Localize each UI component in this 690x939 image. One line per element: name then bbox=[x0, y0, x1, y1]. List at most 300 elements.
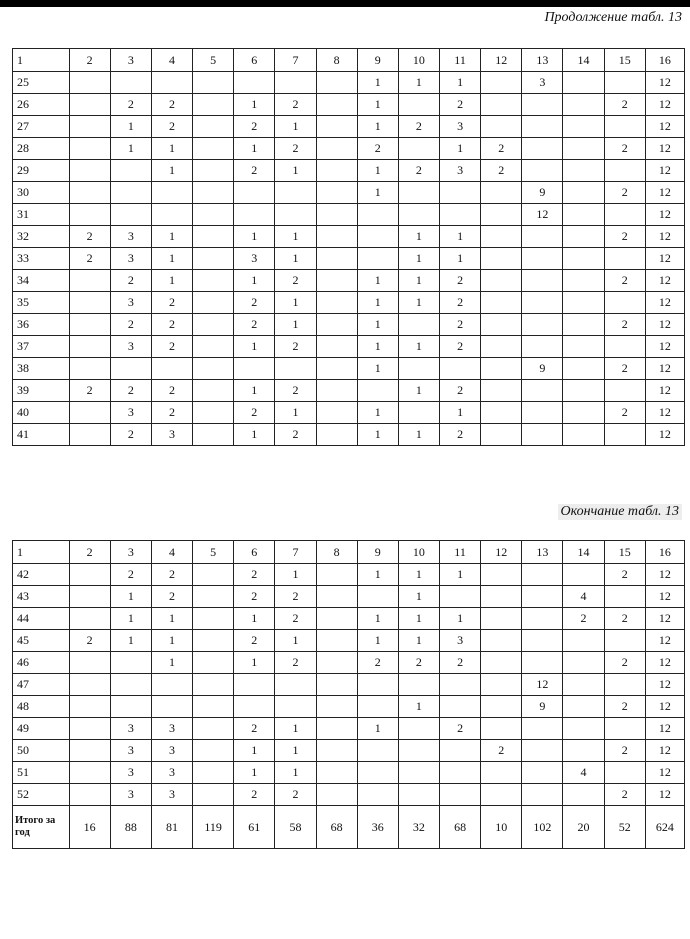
table-cell bbox=[481, 182, 522, 204]
table-cell: 2 bbox=[69, 630, 110, 652]
table-cell: 1 bbox=[357, 270, 398, 292]
table-cell: 2 bbox=[234, 586, 275, 608]
table-cell bbox=[193, 718, 234, 740]
table-cell bbox=[522, 402, 563, 424]
table-cell bbox=[316, 204, 357, 226]
table-cell bbox=[69, 336, 110, 358]
table-cell: 1 bbox=[440, 248, 481, 270]
table-cell bbox=[563, 740, 604, 762]
table-cell: 2 bbox=[275, 270, 316, 292]
table-cell: 1 bbox=[234, 740, 275, 762]
table-cell bbox=[193, 424, 234, 446]
table-cell: 3 bbox=[151, 718, 192, 740]
table-cell bbox=[316, 762, 357, 784]
table-cell bbox=[316, 336, 357, 358]
table-cell bbox=[316, 314, 357, 336]
table-cell bbox=[440, 182, 481, 204]
table-cell bbox=[440, 586, 481, 608]
table-cell bbox=[563, 784, 604, 806]
table-cell: 1 bbox=[151, 226, 192, 248]
column-header: 6 bbox=[234, 49, 275, 72]
table-cell bbox=[481, 94, 522, 116]
table-cell: 1 bbox=[440, 402, 481, 424]
table-cell: 1 bbox=[357, 292, 398, 314]
table-cell bbox=[604, 116, 645, 138]
table-cell: 1 bbox=[357, 116, 398, 138]
table-cell bbox=[69, 182, 110, 204]
table-cell: 1 bbox=[151, 270, 192, 292]
table-cell bbox=[316, 652, 357, 674]
table-cell: 1 bbox=[398, 424, 439, 446]
table-cell: 1 bbox=[275, 116, 316, 138]
table-cell bbox=[481, 762, 522, 784]
table-cell bbox=[398, 762, 439, 784]
row-number-cell: 32 bbox=[13, 226, 70, 248]
table-cell bbox=[357, 204, 398, 226]
table-cell bbox=[522, 314, 563, 336]
table-cell: 1 bbox=[110, 586, 151, 608]
table-cell: 1 bbox=[151, 160, 192, 182]
table-cell: 2 bbox=[398, 116, 439, 138]
total-cell: 81 bbox=[151, 806, 192, 849]
table-cell: 1 bbox=[275, 718, 316, 740]
table-cell: 1 bbox=[151, 652, 192, 674]
table-cell bbox=[69, 652, 110, 674]
table-cell: 2 bbox=[357, 138, 398, 160]
table-cell: 2 bbox=[234, 314, 275, 336]
table-cell bbox=[398, 718, 439, 740]
table-cell bbox=[481, 116, 522, 138]
table-cell bbox=[316, 94, 357, 116]
table-cell: 1 bbox=[275, 248, 316, 270]
header-row bbox=[13, 49, 685, 72]
table-cell bbox=[398, 204, 439, 226]
table-cell bbox=[316, 160, 357, 182]
table-cell: 12 bbox=[522, 674, 563, 696]
table-cell bbox=[69, 270, 110, 292]
table-cell bbox=[316, 292, 357, 314]
table-cell: 1 bbox=[234, 336, 275, 358]
table-cell: 2 bbox=[275, 784, 316, 806]
table-cell bbox=[234, 182, 275, 204]
table-cell: 2 bbox=[440, 380, 481, 402]
table-cell: 2 bbox=[604, 784, 645, 806]
table-cell bbox=[522, 608, 563, 630]
table-row bbox=[13, 652, 685, 674]
table-cell: 2 bbox=[151, 402, 192, 424]
total-cell: 68 bbox=[316, 806, 357, 849]
table-cell bbox=[563, 380, 604, 402]
table-cell bbox=[110, 160, 151, 182]
table-cell: 2 bbox=[234, 292, 275, 314]
table-cell bbox=[193, 292, 234, 314]
table-cell bbox=[193, 226, 234, 248]
table-cell: 4 bbox=[563, 762, 604, 784]
table-cell bbox=[440, 784, 481, 806]
table-cell bbox=[110, 674, 151, 696]
table-cell: 1 bbox=[234, 94, 275, 116]
table-cell: 2 bbox=[604, 652, 645, 674]
table-cell: 1 bbox=[357, 424, 398, 446]
column-header: 12 bbox=[481, 541, 522, 564]
table-cell: 2 bbox=[275, 424, 316, 446]
table-cell: 1 bbox=[398, 248, 439, 270]
table-cell: 2 bbox=[440, 718, 481, 740]
table-cell bbox=[604, 72, 645, 94]
table-cell: 12 bbox=[645, 674, 684, 696]
table-cell: 1 bbox=[234, 138, 275, 160]
table-cell: 3 bbox=[440, 630, 481, 652]
table-cell bbox=[193, 116, 234, 138]
table-cell bbox=[193, 94, 234, 116]
table-cell bbox=[481, 72, 522, 94]
table-cell: 2 bbox=[234, 160, 275, 182]
column-header: 3 bbox=[110, 49, 151, 72]
row-number-cell: 34 bbox=[13, 270, 70, 292]
table-cell: 2 bbox=[69, 226, 110, 248]
table-cell bbox=[522, 116, 563, 138]
table-cell bbox=[234, 72, 275, 94]
table-cell: 2 bbox=[151, 116, 192, 138]
table-cell bbox=[316, 226, 357, 248]
table-cell bbox=[110, 696, 151, 718]
table-cell bbox=[357, 248, 398, 270]
table-cell bbox=[604, 336, 645, 358]
table-cell bbox=[193, 740, 234, 762]
table-cell: 2 bbox=[151, 586, 192, 608]
table-row bbox=[13, 248, 685, 270]
table-cell: 3 bbox=[440, 116, 481, 138]
column-header: 13 bbox=[522, 541, 563, 564]
table-cell: 1 bbox=[234, 652, 275, 674]
table-cell: 12 bbox=[645, 402, 684, 424]
table-cell bbox=[604, 424, 645, 446]
table-cell bbox=[481, 784, 522, 806]
table-cell: 12 bbox=[645, 652, 684, 674]
table-cell bbox=[563, 248, 604, 270]
table-cell: 3 bbox=[110, 226, 151, 248]
table-cell bbox=[481, 696, 522, 718]
column-header: 7 bbox=[275, 541, 316, 564]
table-row bbox=[13, 762, 685, 784]
total-cell: 88 bbox=[110, 806, 151, 849]
table-cell bbox=[481, 564, 522, 586]
table-cell: 1 bbox=[275, 762, 316, 784]
table-cell bbox=[522, 336, 563, 358]
total-cell: 32 bbox=[398, 806, 439, 849]
table-cell: 2 bbox=[234, 564, 275, 586]
table-cell: 3 bbox=[110, 784, 151, 806]
column-header: 10 bbox=[398, 541, 439, 564]
table-row bbox=[13, 564, 685, 586]
table-cell bbox=[193, 674, 234, 696]
table-row bbox=[13, 72, 685, 94]
table-cell bbox=[275, 696, 316, 718]
table-cell bbox=[522, 740, 563, 762]
table-cell: 2 bbox=[275, 608, 316, 630]
total-cell: 36 bbox=[357, 806, 398, 849]
table-cell bbox=[69, 424, 110, 446]
table-cell bbox=[316, 424, 357, 446]
table-cell: 1 bbox=[234, 608, 275, 630]
table-cell: 1 bbox=[234, 226, 275, 248]
table-cell bbox=[398, 94, 439, 116]
table-cell bbox=[440, 674, 481, 696]
table-cell: 1 bbox=[275, 402, 316, 424]
table-cell bbox=[481, 292, 522, 314]
table-cell: 1 bbox=[151, 138, 192, 160]
table-cell bbox=[481, 248, 522, 270]
table-cell bbox=[604, 630, 645, 652]
table-cell: 12 bbox=[645, 116, 684, 138]
table-cell: 3 bbox=[110, 336, 151, 358]
table-cell: 2 bbox=[604, 182, 645, 204]
column-header: 2 bbox=[69, 541, 110, 564]
total-label: Итого за год bbox=[13, 806, 70, 849]
table-cell bbox=[522, 784, 563, 806]
table-cell bbox=[563, 270, 604, 292]
table-row bbox=[13, 116, 685, 138]
table-ending bbox=[12, 540, 685, 849]
table-cell bbox=[316, 696, 357, 718]
table-cell: 12 bbox=[645, 292, 684, 314]
table-cell: 2 bbox=[69, 380, 110, 402]
table-cell: 2 bbox=[604, 696, 645, 718]
table-cell: 2 bbox=[357, 652, 398, 674]
table-cell bbox=[193, 380, 234, 402]
table-cell bbox=[563, 564, 604, 586]
table-cell: 3 bbox=[234, 248, 275, 270]
table-cell: 2 bbox=[151, 380, 192, 402]
table-cell bbox=[110, 182, 151, 204]
table-row bbox=[13, 674, 685, 696]
table-row bbox=[13, 696, 685, 718]
table-cell bbox=[316, 740, 357, 762]
header-row bbox=[13, 541, 685, 564]
table-cell bbox=[316, 564, 357, 586]
table-caption-continuation: Продолжение табл. 13 bbox=[544, 10, 682, 25]
column-header: 5 bbox=[193, 541, 234, 564]
table-cell: 1 bbox=[110, 116, 151, 138]
table-cell bbox=[522, 762, 563, 784]
table-cell bbox=[275, 72, 316, 94]
table-cell: 12 bbox=[645, 336, 684, 358]
table-cell bbox=[563, 160, 604, 182]
table-cell bbox=[275, 204, 316, 226]
table-cell: 12 bbox=[645, 380, 684, 402]
row-number-cell: 26 bbox=[13, 94, 70, 116]
row-number-cell: 52 bbox=[13, 784, 70, 806]
table-cell: 3 bbox=[110, 248, 151, 270]
column-header: 7 bbox=[275, 49, 316, 72]
table-cell bbox=[69, 586, 110, 608]
table-cell: 1 bbox=[234, 424, 275, 446]
table-cell bbox=[151, 696, 192, 718]
table-cell bbox=[481, 586, 522, 608]
table-cell bbox=[193, 182, 234, 204]
table-cell bbox=[563, 336, 604, 358]
total-cell: 61 bbox=[234, 806, 275, 849]
table-cell bbox=[440, 696, 481, 718]
table-row bbox=[13, 358, 685, 380]
row-number-cell: 41 bbox=[13, 424, 70, 446]
column-header: 16 bbox=[645, 541, 684, 564]
table-cell: 2 bbox=[234, 718, 275, 740]
table-cell: 12 bbox=[645, 586, 684, 608]
table-cell bbox=[357, 674, 398, 696]
table-cell: 12 bbox=[645, 226, 684, 248]
table-cell bbox=[316, 116, 357, 138]
table-cell: 2 bbox=[275, 652, 316, 674]
table-cell: 2 bbox=[604, 138, 645, 160]
table-cell: 2 bbox=[234, 116, 275, 138]
table-cell bbox=[604, 248, 645, 270]
table-cell: 2 bbox=[604, 94, 645, 116]
table-cell bbox=[563, 402, 604, 424]
table-cell: 1 bbox=[151, 608, 192, 630]
table-cell: 2 bbox=[604, 740, 645, 762]
table-cell bbox=[522, 226, 563, 248]
table-cell bbox=[522, 564, 563, 586]
row-number-cell: 29 bbox=[13, 160, 70, 182]
table-cell: 2 bbox=[275, 336, 316, 358]
table-cell: 2 bbox=[151, 314, 192, 336]
table-cell bbox=[193, 630, 234, 652]
table-cell bbox=[316, 630, 357, 652]
total-cell: 102 bbox=[522, 806, 563, 849]
table-cell: 2 bbox=[440, 336, 481, 358]
table-cell bbox=[69, 402, 110, 424]
table-cell: 1 bbox=[275, 226, 316, 248]
table-row bbox=[13, 270, 685, 292]
table-row bbox=[13, 182, 685, 204]
table-cell bbox=[234, 696, 275, 718]
column-header: 9 bbox=[357, 49, 398, 72]
table-cell bbox=[481, 380, 522, 402]
table-cell bbox=[440, 358, 481, 380]
column-header: 15 bbox=[604, 49, 645, 72]
table-cell bbox=[481, 204, 522, 226]
table-cell: 12 bbox=[645, 358, 684, 380]
table-cell: 2 bbox=[110, 380, 151, 402]
column-header: 16 bbox=[645, 49, 684, 72]
table-cell bbox=[563, 182, 604, 204]
table-cell bbox=[316, 72, 357, 94]
table-cell bbox=[69, 292, 110, 314]
table-cell bbox=[398, 674, 439, 696]
column-header: 2 bbox=[69, 49, 110, 72]
table-cell bbox=[316, 248, 357, 270]
table-cell bbox=[193, 160, 234, 182]
table-cell: 2 bbox=[604, 608, 645, 630]
table-cell bbox=[234, 674, 275, 696]
table-cell bbox=[398, 182, 439, 204]
table-cell bbox=[69, 674, 110, 696]
table-cell bbox=[563, 72, 604, 94]
table-cell: 1 bbox=[151, 630, 192, 652]
table-cell: 2 bbox=[110, 94, 151, 116]
table-cell bbox=[193, 652, 234, 674]
table-cell bbox=[316, 270, 357, 292]
table-cell: 12 bbox=[645, 314, 684, 336]
table-cell: 12 bbox=[645, 204, 684, 226]
table-row bbox=[13, 424, 685, 446]
table-cell: 1 bbox=[357, 94, 398, 116]
row-number-cell: 44 bbox=[13, 608, 70, 630]
table-cell: 2 bbox=[440, 94, 481, 116]
total-cell: 20 bbox=[563, 806, 604, 849]
table-cell bbox=[193, 248, 234, 270]
table-cell: 3 bbox=[110, 402, 151, 424]
table-cell bbox=[316, 138, 357, 160]
table-cell: 12 bbox=[645, 696, 684, 718]
table-cell: 1 bbox=[440, 138, 481, 160]
table-cell bbox=[316, 358, 357, 380]
table-cell: 2 bbox=[440, 424, 481, 446]
table-cell bbox=[69, 116, 110, 138]
table-cell bbox=[275, 674, 316, 696]
column-header: 13 bbox=[522, 49, 563, 72]
table-cell bbox=[440, 740, 481, 762]
table-caption-ending: Окончание табл. 13 bbox=[558, 504, 683, 520]
table-cell: 1 bbox=[398, 292, 439, 314]
table-cell: 1 bbox=[357, 718, 398, 740]
table-cell bbox=[563, 314, 604, 336]
table-row bbox=[13, 226, 685, 248]
table-cell bbox=[522, 248, 563, 270]
column-header: 8 bbox=[316, 49, 357, 72]
table-cell: 2 bbox=[151, 94, 192, 116]
table-cell bbox=[522, 424, 563, 446]
table-cell bbox=[110, 358, 151, 380]
table-cell: 2 bbox=[481, 740, 522, 762]
table-cell bbox=[110, 652, 151, 674]
table-cell bbox=[316, 402, 357, 424]
table-cell: 2 bbox=[151, 292, 192, 314]
table-cell: 3 bbox=[151, 424, 192, 446]
table-cell: 3 bbox=[110, 740, 151, 762]
column-header: 1 bbox=[13, 541, 70, 564]
table-row bbox=[13, 586, 685, 608]
table-cell: 1 bbox=[234, 270, 275, 292]
table-cell bbox=[193, 564, 234, 586]
table-cell: 12 bbox=[645, 248, 684, 270]
table-cell bbox=[398, 358, 439, 380]
row-number-cell: 48 bbox=[13, 696, 70, 718]
table-cell: 1 bbox=[357, 358, 398, 380]
table-cell: 2 bbox=[440, 314, 481, 336]
top-border-bar bbox=[0, 0, 690, 7]
table-cell: 1 bbox=[357, 72, 398, 94]
table-cell: 1 bbox=[398, 608, 439, 630]
table-cell bbox=[604, 674, 645, 696]
table-cell bbox=[563, 718, 604, 740]
table-cell: 1 bbox=[398, 270, 439, 292]
table-cell bbox=[69, 94, 110, 116]
column-header: 6 bbox=[234, 541, 275, 564]
table-cell: 2 bbox=[234, 402, 275, 424]
table-cell bbox=[110, 72, 151, 94]
table-cell: 2 bbox=[110, 564, 151, 586]
table-cell: 12 bbox=[645, 564, 684, 586]
row-number-cell: 33 bbox=[13, 248, 70, 270]
table-cell bbox=[69, 160, 110, 182]
table-cell: 1 bbox=[398, 72, 439, 94]
table-cell: 2 bbox=[234, 630, 275, 652]
table-cell: 2 bbox=[110, 314, 151, 336]
table-cell bbox=[481, 630, 522, 652]
row-number-cell: 47 bbox=[13, 674, 70, 696]
